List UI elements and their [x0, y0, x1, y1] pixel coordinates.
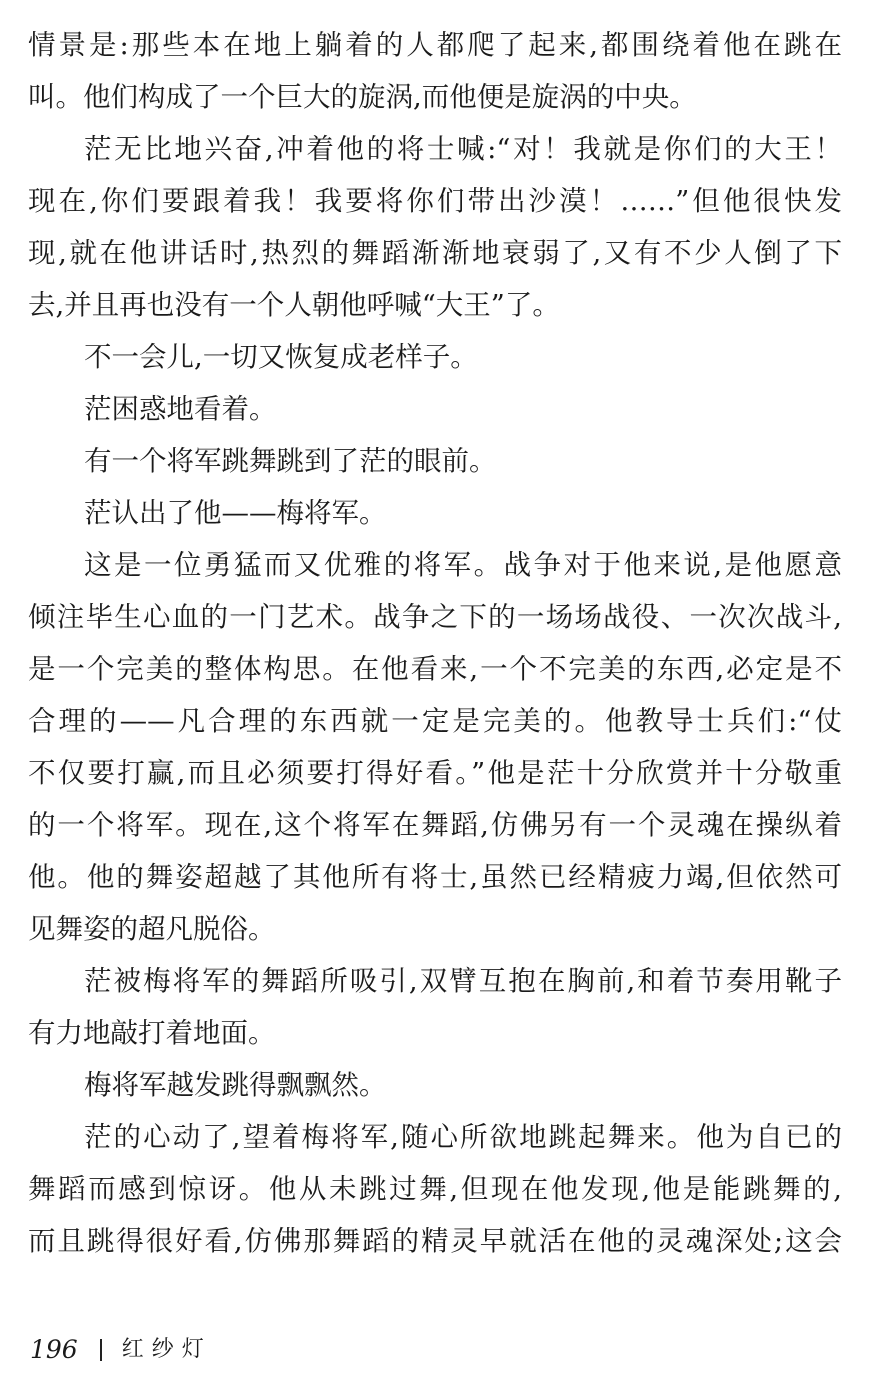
text-line: 茫困惑地看着。: [84, 393, 277, 425]
text-line: 茫无比地兴奋,冲着他的将士喊:“对！我就是你们的大王！: [84, 133, 842, 165]
text-line: 是一个完美的整体构思。在他看来,一个不完美的东西,必定是不: [28, 653, 842, 685]
text-line: 叫。他们构成了一个巨大的旋涡,而他便是旋涡的中央。: [28, 81, 697, 113]
text-line: 不仅要打赢,而且必须要打得好看。”他是茫十分欣赏并十分敬重: [28, 757, 842, 789]
text-line: 这是一位勇猛而又优雅的将军。战争对于他来说,是他愿意: [84, 549, 842, 581]
text-line: 现,就在他讲话时,热烈的舞蹈渐渐地衰弱了,又有不少人倒了下: [28, 237, 842, 269]
text-line: 而且跳得很好看,仿佛那舞蹈的精灵早就活在他的灵魂深处;这会: [28, 1225, 842, 1257]
text-line: 合理的——凡合理的东西就一定是完美的。他教导士兵们:“仗: [28, 705, 842, 737]
page-number: 196: [30, 1335, 78, 1364]
text-line: 情景是:那些本在地上躺着的人都爬了起来,都围绕着他在跳在: [28, 29, 842, 61]
text-line: 梅将军越发跳得飘飘然。: [84, 1069, 387, 1101]
text-line: 茫的心动了,望着梅将军,随心所欲地跳起舞来。他为自已的: [84, 1121, 842, 1153]
text-line: 有力地敲打着地面。: [28, 1017, 276, 1049]
text-line: 茫认出了他——梅将军。: [84, 497, 387, 529]
text-line: 他。他的舞姿超越了其他所有将士,虽然已经精疲力竭,但依然可: [28, 861, 842, 893]
text-line: 现在,你们要跟着我！我要将你们带出沙漠！……”但他很快发: [28, 185, 842, 217]
text-line: 的一个将军。现在,这个将军在舞蹈,仿佛另有一个灵魂在操纵着: [28, 809, 842, 841]
text-line: 倾注毕生心血的一门艺术。战争之下的一场场战役、一次次战斗,: [28, 601, 842, 633]
text-line: 去,并且再也没有一个人朝他呼喊“大王”了。: [28, 289, 560, 321]
footer-divider: [100, 1339, 102, 1361]
text-line: 茫被梅将军的舞蹈所吸引,双臂互抱在胸前,和着节奏用靴子: [84, 965, 842, 997]
text-line: 不一会儿,一切又恢复成老样子。: [84, 341, 478, 373]
text-line: 有一个将军跳舞跳到了茫的眼前。: [84, 445, 497, 477]
page-footer: [30, 1330, 212, 1370]
text-line: 舞蹈而感到惊讶。他从未跳过舞,但现在他发现,他是能跳舞的,: [28, 1173, 842, 1205]
text-line: 见舞姿的超凡脱俗。: [28, 913, 276, 945]
book-title: 红纱灯: [121, 1337, 212, 1362]
body-text: [28, 19, 842, 1267]
